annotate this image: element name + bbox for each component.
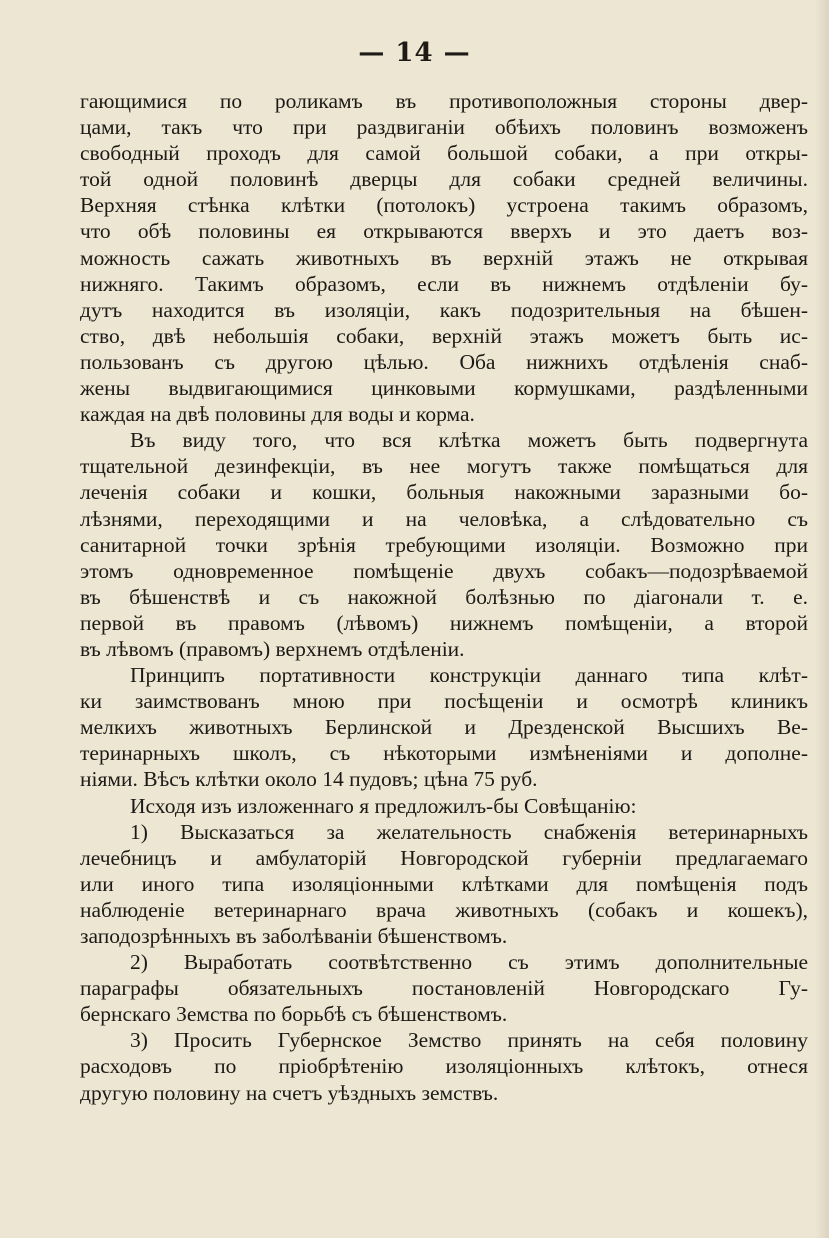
text-line: мелкихъ животныхъ Берлинской и Дрезденской Высшихъ Ве- — [80, 715, 808, 740]
text-line: или иного типа изоляціонными клѣтками для помѣщенія подъ — [80, 871, 808, 896]
paragraph — [80, 662, 808, 792]
text-line: пользованъ съ другою цѣлью. Оба нижнихъ отдѣленія снаб- — [80, 349, 808, 374]
text-line: ніями. Вѣсъ клѣтки около 14 пудовъ; цѣна 75 руб. — [80, 767, 538, 792]
text-line: гающимися по роликамъ въ противоположныя стороны двер- — [80, 89, 808, 113]
text-line: жены выдвигающимися цинковыми кормушками, раздѣленными — [80, 376, 808, 401]
text-line: этомъ одновременное помѣщеніе двухъ собакъ—подозрѣваемой — [80, 558, 808, 583]
text-line: Въ виду того, что вся клѣтка можетъ быть подвергнута — [130, 428, 808, 453]
text-line: параграфы обязательныхъ постановленій Новгородскаго Гу- — [80, 976, 808, 1001]
paragraph — [80, 949, 808, 1027]
text-line: свободный проходъ для самой большой собаки, а при откры- — [80, 141, 808, 166]
text-line: Принципъ портативности конструкціи даннаго типа клѣт- — [130, 663, 808, 688]
paragraph — [80, 793, 808, 819]
text-line: въ лѣвомъ (правомъ) верхнемъ отдѣленіи. — [80, 636, 465, 661]
text-line: въ бѣшенствѣ и съ накожной болѣзнью по діагонали т. е. — [80, 584, 808, 609]
text-line: 2) Выработать соотвѣтственно съ этимъ дополнительные — [130, 950, 808, 975]
text-line: дутъ находится въ изоляціи, какъ подозрительныя на бѣшен- — [80, 297, 808, 322]
text-line: 3) Просить Губернское Земство принять на себя половину — [130, 1028, 808, 1053]
text-line: наблюденіе ветеринарнаго врача животныхъ (собакъ и кошекъ), — [80, 897, 808, 922]
paragraph — [80, 1027, 808, 1105]
text-line: той одной половинѣ дверцы для собаки средней величины. — [80, 167, 808, 192]
text-line: первой въ правомъ (лѣвомъ) нижнемъ помѣщеніи, а второй — [80, 610, 808, 635]
text-line: леченія собаки и кошки, больныя накожными заразными бо- — [80, 480, 808, 505]
text-line: что обѣ половины ея открываются вверхъ и это даетъ воз- — [80, 219, 808, 244]
text-line: заподозрѣнныхъ въ заболѣваніи бѣшенствомъ. — [80, 924, 508, 948]
text-line: лечебницъ и амбулаторій Новгородской губерніи предлагаемаго — [80, 845, 808, 870]
paragraph — [80, 427, 808, 662]
text-line: цами, такъ что при раздвиганіи обѣихъ половинъ возможенъ — [80, 115, 808, 140]
text-line: теринарныхъ школъ, съ нѣкоторыми измѣненіями и дополне- — [80, 741, 808, 766]
text-line: 1) Высказаться за желательность снабженія ветеринарныхъ — [130, 819, 808, 844]
text-line: лѣзнями, переходящими и на человѣка, а слѣдовательно съ — [80, 506, 808, 531]
text-line: Верхняя стѣнка клѣтки (потолокъ) устроена такимъ образомъ, — [80, 193, 808, 218]
text-line: тщательной дезинфекціи, въ нее могутъ также помѣщаться для — [80, 454, 808, 479]
text-line: нижняго. Такимъ образомъ, если въ нижнемъ отдѣленіи бу- — [80, 271, 808, 296]
body-text — [80, 88, 808, 1106]
text-line: ство, двѣ небольшія собаки, верхній этажъ можетъ быть ис- — [80, 323, 808, 348]
page-edge-shadow — [815, 0, 829, 1238]
text-line: ки заимствованъ мною при посѣщеніи и осмотрѣ клиникъ — [80, 689, 808, 714]
text-line: Исходя изъ изложеннаго я предложилъ-бы Совѣщанію: — [130, 793, 637, 818]
text-line: каждая на двѣ половины для воды и корма. — [80, 402, 475, 427]
paragraph — [80, 88, 808, 427]
text-line: можность сажать животныхъ въ верхній этажъ не открывая — [80, 245, 808, 270]
text-line: другую половину на счетъ уѣздныхъ земствъ. — [80, 1080, 499, 1105]
text-line: санитарной точки зрѣнія требующими изоляціи. Возможно при — [80, 532, 808, 557]
page-number: — 14 — — [358, 38, 471, 68]
text-line: бернскаго Земства по борьбѣ съ бѣшенствомъ. — [80, 1002, 508, 1027]
text-line: расходовъ по пріобрѣтенію изоляціонныхъ клѣтокъ, отнеся — [80, 1054, 808, 1079]
paragraph — [80, 819, 808, 949]
